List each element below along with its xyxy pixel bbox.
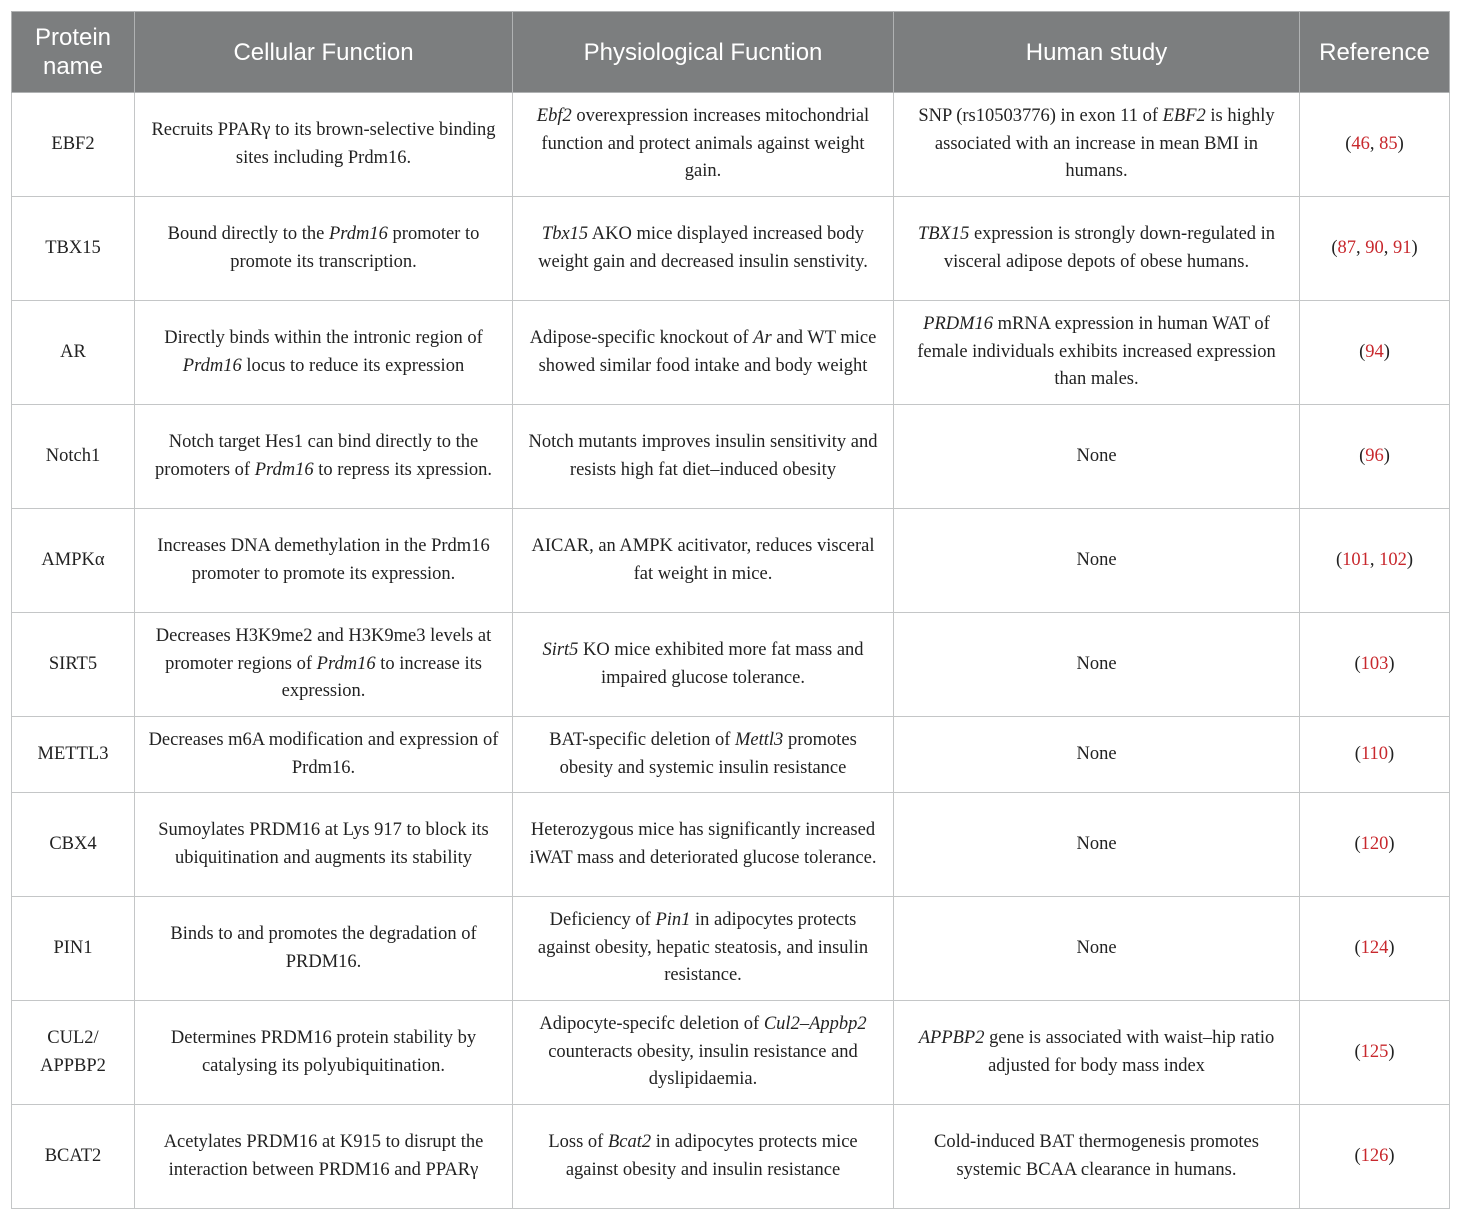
physio-cell: Ebf2 overexpression increases mitochondrial function and protect animals against weight gain. xyxy=(513,93,894,197)
cellular-cell: Determines PRDM16 protein stability by catalysing its polyubiquitination. xyxy=(135,1001,513,1105)
physio-cell: Adipose-specific knockout of Ar and WT mice showed similar food intake and body weight xyxy=(513,301,894,405)
table-row xyxy=(12,1001,1450,1105)
reference-link[interactable]: 94 xyxy=(1365,341,1384,362)
reference-link[interactable]: 91 xyxy=(1393,237,1412,258)
human-cell: None xyxy=(894,509,1300,613)
reference-link[interactable]: 120 xyxy=(1360,833,1389,854)
reference-cell: (120) xyxy=(1300,793,1450,897)
table-row xyxy=(12,93,1450,197)
table-row xyxy=(12,301,1450,405)
human-cell: None xyxy=(894,717,1300,793)
reference-cell: (110) xyxy=(1300,717,1450,793)
protein-cell: CBX4 xyxy=(12,793,135,897)
data-table xyxy=(11,11,1450,1209)
table-container xyxy=(11,11,1449,1209)
human-cell: None xyxy=(894,613,1300,717)
table-row xyxy=(12,405,1450,509)
protein-cell: Notch1 xyxy=(12,405,135,509)
reference-link[interactable]: 46 xyxy=(1351,133,1370,154)
protein-cell: PIN1 xyxy=(12,897,135,1001)
reference-cell: (87, 90, 91) xyxy=(1300,197,1450,301)
protein-cell: SIRT5 xyxy=(12,613,135,717)
table-row xyxy=(12,717,1450,793)
header-row xyxy=(12,12,1450,93)
reference-link[interactable]: 85 xyxy=(1379,133,1398,154)
table-row xyxy=(12,1105,1450,1209)
reference-link[interactable]: 96 xyxy=(1365,445,1384,466)
human-cell: TBX15 expression is strongly down-regulated in visceral adipose depots of obese humans. xyxy=(894,197,1300,301)
table-row xyxy=(12,897,1450,1001)
reference-cell: (96) xyxy=(1300,405,1450,509)
physio-cell: Sirt5 KO mice exhibited more fat mass and impaired glucose tolerance. xyxy=(513,613,894,717)
cellular-cell: Decreases H3K9me2 and H3K9me3 levels at promoter regions of Prdm16 to increase its expression. xyxy=(135,613,513,717)
header-reference: Reference xyxy=(1300,12,1450,93)
reference-cell: (103) xyxy=(1300,613,1450,717)
protein-cell: AMPKα xyxy=(12,509,135,613)
protein-cell: AR xyxy=(12,301,135,405)
human-cell: PRDM16 mRNA expression in human WAT of female individuals exhibits increased expression than males. xyxy=(894,301,1300,405)
reference-link[interactable]: 103 xyxy=(1360,653,1389,674)
physio-cell: BAT-specific deletion of Mettl3 promotes obesity and systemic insulin resistance xyxy=(513,717,894,793)
human-cell: APPBP2 gene is associated with waist–hip ratio adjusted for body mass index xyxy=(894,1001,1300,1105)
human-cell: None xyxy=(894,897,1300,1001)
table-row xyxy=(12,793,1450,897)
protein-cell: CUL2/ APPBP2 xyxy=(12,1001,135,1105)
cellular-cell: Binds to and promotes the degradation of PRDM16. xyxy=(135,897,513,1001)
human-cell: Cold-induced BAT thermogenesis promotes systemic BCAA clearance in humans. xyxy=(894,1105,1300,1209)
table-row xyxy=(12,197,1450,301)
physio-cell: Heterozygous mice has significantly increased iWAT mass and deteriorated glucose tolerance. xyxy=(513,793,894,897)
reference-cell: (125) xyxy=(1300,1001,1450,1105)
protein-cell: EBF2 xyxy=(12,93,135,197)
reference-cell: (46, 85) xyxy=(1300,93,1450,197)
reference-link[interactable]: 124 xyxy=(1360,937,1389,958)
physio-cell: Adipocyte-specifc deletion of Cul2–Appbp2 counteracts obesity, insulin resistance and dyslipidaemia. xyxy=(513,1001,894,1105)
header-physiological-function: Physiological Fucntion xyxy=(513,12,894,93)
physio-cell: AICAR, an AMPK acitivator, reduces visceral fat weight in mice. xyxy=(513,509,894,613)
header-protein-name: Protein name xyxy=(12,12,135,93)
physio-cell: Deficiency of Pin1 in adipocytes protects against obesity, hepatic steatosis, and insulin resistance. xyxy=(513,897,894,1001)
reference-link[interactable]: 110 xyxy=(1360,743,1389,764)
reference-link[interactable]: 87 xyxy=(1337,237,1356,258)
reference-cell: (124) xyxy=(1300,897,1450,1001)
cellular-cell: Notch target Hes1 can bind directly to the promoters of Prdm16 to repress its xpression. xyxy=(135,405,513,509)
cellular-cell: Bound directly to the Prdm16 promoter to promote its transcription. xyxy=(135,197,513,301)
reference-cell: (101, 102) xyxy=(1300,509,1450,613)
reference-link[interactable]: 101 xyxy=(1342,549,1370,570)
physio-cell: Notch mutants improves insulin sensitivity and resists high fat diet–induced obesity xyxy=(513,405,894,509)
reference-link[interactable]: 102 xyxy=(1379,549,1407,570)
cellular-cell: Decreases m6A modification and expression of Prdm16. xyxy=(135,717,513,793)
cellular-cell: Sumoylates PRDM16 at Lys 917 to block its ubiquitination and augments its stability xyxy=(135,793,513,897)
reference-link[interactable]: 90 xyxy=(1365,237,1384,258)
reference-cell: (126) xyxy=(1300,1105,1450,1209)
table-row xyxy=(12,509,1450,613)
protein-cell: METTL3 xyxy=(12,717,135,793)
human-cell: SNP (rs10503776) in exon 11 of EBF2 is highly associated with an increase in mean BMI in humans. xyxy=(894,93,1300,197)
cellular-cell: Recruits PPARγ to its brown-selective binding sites including Prdm16. xyxy=(135,93,513,197)
reference-cell: (94) xyxy=(1300,301,1450,405)
human-cell: None xyxy=(894,405,1300,509)
cellular-cell: Increases DNA demethylation in the Prdm16 promoter to promote its expression. xyxy=(135,509,513,613)
reference-link[interactable]: 126 xyxy=(1360,1145,1389,1166)
header-human-study: Human study xyxy=(894,12,1300,93)
human-cell: None xyxy=(894,793,1300,897)
protein-cell: TBX15 xyxy=(12,197,135,301)
protein-cell: BCAT2 xyxy=(12,1105,135,1209)
physio-cell: Tbx15 AKO mice displayed increased body weight gain and decreased insulin senstivity. xyxy=(513,197,894,301)
cellular-cell: Directly binds within the intronic region of Prdm16 locus to reduce its expression xyxy=(135,301,513,405)
physio-cell: Loss of Bcat2 in adipocytes protects mice against obesity and insulin resistance xyxy=(513,1105,894,1209)
header-cellular-function: Cellular Function xyxy=(135,12,513,93)
reference-link[interactable]: 125 xyxy=(1360,1041,1389,1062)
table-row xyxy=(12,613,1450,717)
cellular-cell: Acetylates PRDM16 at K915 to disrupt the interaction between PRDM16 and PPARγ xyxy=(135,1105,513,1209)
